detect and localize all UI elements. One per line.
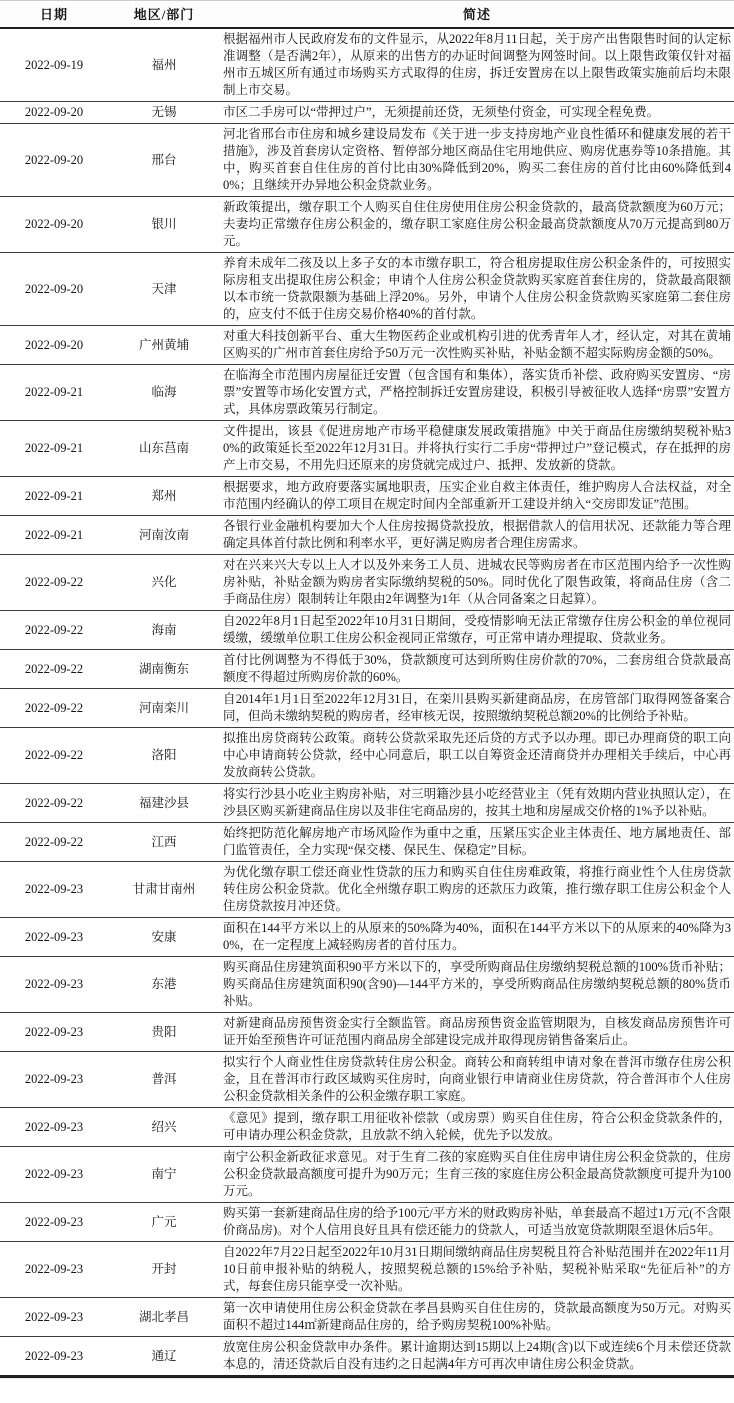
summary-cell: 文件提出，该县《促进房地产市场平稳健康发展政策措施》中关于商品住房缴纳契税补贴30%的政策延长至2022年12月31日。并将执行实行二手房“带押过户”登记模式，存在抵押的房产上市交易，不用先归还原来的房贷就完成过户、抵押、发放新的贷款。 — [220, 421, 734, 477]
date-cell: 2022-09-23 — [0, 862, 108, 918]
summary-cell: 根据要求，地方政府要落实属地职责，压实企业自救主体责任，维护购房人合法权益，对全市范围内经确认的停工项目在规定时间内全部重新开工建设并纳入“交房即发证”范围。 — [220, 477, 734, 516]
summary-cell: 对新建商品房预售资金实行全额监管。商品房预售资金监管期限为，自核发商品房预售许可证开始至预售许可证范围内商品房全部建设完成并取得现房销售备案后止。 — [220, 1013, 734, 1052]
summary-cell: 拟实行个人商业性住房贷款转住房公积金。商转公和商转组申请对象在普洱市缴存住房公积金，且在普洱市行政区域购买住房时，向商业银行申请商业住房贷款，符合普洱市个人住房公积金贷款相关条件的公积金缴存职工家庭。 — [220, 1052, 734, 1108]
date-cell: 2022-09-20 — [0, 102, 108, 124]
region-cell: 安康 — [108, 918, 220, 957]
summary-cell: 新政策提出，缴存职工个人购买自住住房使用住房公积金贷款的，最高贷款额度为60万元；夫妻均正常缴存住房公积金的，缴存职工家庭住房公积金最高贷款额度从70万元提高到80万元。 — [220, 197, 734, 253]
date-cell: 2022-09-23 — [0, 957, 108, 1013]
date-cell: 2022-09-22 — [0, 823, 108, 862]
table-row — [0, 1147, 734, 1203]
summary-cell: 第一次申请使用住房公积金贷款在孝昌县购买自住住房的，贷款最高额度为50万元。对购买面积不超过144㎡新建商品住房的，给予购房契税100%补贴。 — [220, 1298, 734, 1337]
date-cell: 2022-09-21 — [0, 477, 108, 516]
date-cell: 2022-09-22 — [0, 650, 108, 689]
region-cell: 南宁 — [108, 1147, 220, 1203]
region-cell: 普洱 — [108, 1052, 220, 1108]
date-cell: 2022-09-23 — [0, 1147, 108, 1203]
table-row — [0, 365, 734, 421]
table-row — [0, 1298, 734, 1337]
table-row — [0, 784, 734, 823]
date-cell: 2022-09-23 — [0, 1108, 108, 1147]
date-cell: 2022-09-22 — [0, 611, 108, 650]
region-cell: 贵阳 — [108, 1013, 220, 1052]
region-cell: 河南汝南 — [108, 516, 220, 555]
table-row — [0, 253, 734, 326]
table-row — [0, 957, 734, 1013]
table-row — [0, 1203, 734, 1242]
region-cell: 山东莒南 — [108, 421, 220, 477]
summary-cell: 河北省邢台市住房和城乡建设局发布《关于进一步支持房地产业良性循环和健康发展的若干措施》，涉及首套房认定资格、暂停部分地区商品住宅用地供应、购房优惠券等10条措施。其中，购买首套自住住房的首付比由30%降低到20%，购买二套住房的首付比由60%降低到40%；且继续开办异地公积金贷款业务。 — [220, 124, 734, 197]
table-body — [0, 28, 734, 1377]
table-row — [0, 1052, 734, 1108]
table-row — [0, 555, 734, 611]
summary-cell: 购买商品住房建筑面积90平方米以下的，享受所购商品住房缴纳契税总额的100%货币补贴；购买商品住房建筑面积90(含90)—144平方米的，享受所购商品住房缴纳契税总额的80%货币补贴。 — [220, 957, 734, 1013]
date-cell: 2022-09-20 — [0, 197, 108, 253]
region-cell: 江西 — [108, 823, 220, 862]
summary-cell: 放宽住房公积金贷款申办条件。累计逾期达到15期以上24期(含)以下或连续6个月未偿还贷款本息的，清还贷款后自没有违约之日起满4年方可再次申请住房公积金贷款。 — [220, 1337, 734, 1377]
region-cell: 海南 — [108, 611, 220, 650]
table-row — [0, 28, 734, 102]
summary-cell: 南宁公积金新政征求意见。对于生育二孩的家庭购买自住住房申请住房公积金贷款的，住房公积金贷款最高额度可提升为90万元；生育三孩的家庭住房公积金最高贷款额度可提升为100万元。 — [220, 1147, 734, 1203]
summary-cell: 各银行业金融机构要加大个人住房按揭贷款投放，根据借款人的信用状况、还款能力等合理确定具体首付款比例和利率水平，更好满足购房者合理住房需求。 — [220, 516, 734, 555]
date-cell: 2022-09-20 — [0, 253, 108, 326]
date-cell: 2022-09-23 — [0, 1298, 108, 1337]
date-cell: 2022-09-23 — [0, 1337, 108, 1377]
date-cell: 2022-09-20 — [0, 326, 108, 365]
date-cell: 2022-09-23 — [0, 1052, 108, 1108]
column-header-summary: 简述 — [220, 1, 734, 28]
summary-cell: 拟推出房贷商转公政策。商转公贷款采取先还后贷的方式予以办理。即已办理商贷的职工向中心申请商转公贷款，经中心同意后，职工以自筹资金还清商贷并办理相关手续后，中心再发放商转公贷款。 — [220, 728, 734, 784]
date-cell: 2022-09-21 — [0, 421, 108, 477]
summary-cell: 《意见》提到，缴存职工用征收补偿款（或房票）购买自住住房，符合公积金贷款条件的，可申请办理公积金贷款，且放款不纳入轮候，优先予以发放。 — [220, 1108, 734, 1147]
region-cell: 湖北孝昌 — [108, 1298, 220, 1337]
table-row — [0, 1337, 734, 1377]
summary-cell: 购买第一套新建商品住房的给予100元/平方米的财政购房补贴，单套最高不超过1万元(不含限价商品房)。对个人信用良好且具有偿还能力的贷款人，可适当放宽贷款期限至退休后5年。 — [220, 1203, 734, 1242]
summary-cell: 始终把防范化解房地产市场风险作为重中之重，压紧压实企业主体责任、地方属地责任、部门监管责任，全力实现“保交楼、保民生、保稳定”目标。 — [220, 823, 734, 862]
header-row — [0, 1, 734, 28]
date-cell: 2022-09-22 — [0, 555, 108, 611]
table-row — [0, 918, 734, 957]
summary-cell: 在临海全市范围内房屋征迁安置（包含国有和集体），落实货币补偿、政府购买安置房、“房票”安置等市场化安置方式，严格控制拆迁安置房建设，积极引导被征收人选择“房票”安置方式，具体房票政策另行制定。 — [220, 365, 734, 421]
region-cell: 洛阳 — [108, 728, 220, 784]
table-row — [0, 421, 734, 477]
summary-cell: 面积在144平方米以上的从原来的50%降为40%，面积在144平方米以下的从原来的40%降为30%，在一定程度上减轻购房者的首付压力。 — [220, 918, 734, 957]
table-row — [0, 611, 734, 650]
date-cell: 2022-09-23 — [0, 1203, 108, 1242]
summary-cell: 为优化缴存职工偿还商业性贷款的压力和购买自住住房难政策，将推行商业性个人住房贷款转住房公积金贷款。优化全州缴存职工购房的还款压力政策，推行缴存职工住房公积金个人住房贷款按月冲还贷。 — [220, 862, 734, 918]
table-row — [0, 477, 734, 516]
table-row — [0, 124, 734, 197]
region-cell: 临海 — [108, 365, 220, 421]
region-cell: 兴化 — [108, 555, 220, 611]
table-row — [0, 197, 734, 253]
date-cell: 2022-09-22 — [0, 784, 108, 823]
summary-cell: 市区二手房可以“带押过户”，无须提前还贷，无须垫付资金，可实现全程免费。 — [220, 102, 734, 124]
policy-table — [0, 1, 734, 1378]
table-row — [0, 823, 734, 862]
summary-cell: 将实行沙县小吃业主购房补贴，对三明籍沙县小吃经营业主（凭有效期内营业执照认定），在沙县区购买新建商品住房以及非住宅商品房的，按其土地和房屋成交价格的1%予以补贴。 — [220, 784, 734, 823]
summary-cell: 养育未成年二孩及以上多子女的本市缴存职工，符合租房提取住房公积金条件的，可按照实际房租支出提取住房公积金；申请个人住房公积金贷款购买家庭首套住房的，贷款最高限额以本市统一贷款限额为基础上浮20%。另外，申请个人住房公积金贷款购买家庭第二套住房的，应支付不低于住房交易价格40%的首付款。 — [220, 253, 734, 326]
date-cell: 2022-09-19 — [0, 28, 108, 102]
summary-cell: 对重大科技创新平台、重大生物医药企业或机构引进的优秀青年人才，经认定，对其在黄埔区购买的广州市首套住房给予50万元一次性购买补贴，补贴金额不超实际购房金额的50%。 — [220, 326, 734, 365]
region-cell: 东港 — [108, 957, 220, 1013]
summary-cell: 自2022年8月1日起至2022年10月31日期间，受疫情影响无法正常缴存住房公积金的单位视同缓缴，缓缴单位职工住房公积金视同正常缴存，可正常申请办理提取、贷款业务。 — [220, 611, 734, 650]
region-cell: 广元 — [108, 1203, 220, 1242]
date-cell: 2022-09-20 — [0, 124, 108, 197]
region-cell: 河南栾川 — [108, 689, 220, 728]
table-row — [0, 102, 734, 124]
table-row — [0, 689, 734, 728]
table-header — [0, 1, 734, 28]
region-cell: 通辽 — [108, 1337, 220, 1377]
table-row — [0, 728, 734, 784]
summary-cell: 自2022年7月22日起至2022年10月31日期间缴纳商品住房契税且符合补贴范围并在2022年11月10日前申报补贴的纳税人，按照契税总额的15%给予补贴，契税补贴采取“先征后补”的方式，每套住房只能享受一次补贴。 — [220, 1242, 734, 1298]
summary-cell: 根据福州市人民政府发布的文件显示，从2022年8月11日起，关于房产出售限售时间的认定标准调整（是否满2年），从原来的出售方的办证时间调整为网签时间。以上限售政策仅针对福州市五城区所有通过市场购买方式取得的住房，拆迁安置房在以上限售政策实施前后均未限制上市交易。 — [220, 28, 734, 102]
summary-cell: 自2014年1月1日至2022年12月31日，在栾川县购买新建商品房，在房管部门取得网签备案合同，但尚未缴纳契税的购房者，经审核无误，按照缴纳契税总额20%的比例给予补贴。 — [220, 689, 734, 728]
date-cell: 2022-09-21 — [0, 516, 108, 555]
region-cell: 绍兴 — [108, 1108, 220, 1147]
summary-cell: 首付比例调整为不得低于30%，贷款额度可达到所购住房价款的70%，二套房组合贷款最高额度不得超过所购房价款的60%。 — [220, 650, 734, 689]
table-row — [0, 1013, 734, 1052]
table-row — [0, 326, 734, 365]
region-cell: 福建沙县 — [108, 784, 220, 823]
region-cell: 邢台 — [108, 124, 220, 197]
summary-cell: 对在兴来兴大专以上人才以及外来务工人员、进城农民等购房者在市区范围内给予一次性购房补贴，补贴金额为购房者实际缴纳契税的50%。同时优化了限售政策，将商品住房（含二手商品住房）限制转让年限由2年调整为1年（从合同备案之日起算）。 — [220, 555, 734, 611]
date-cell: 2022-09-22 — [0, 728, 108, 784]
region-cell: 甘肃甘南州 — [108, 862, 220, 918]
table-row — [0, 862, 734, 918]
column-header-region: 地区/部门 — [108, 1, 220, 28]
region-cell: 广州黄埔 — [108, 326, 220, 365]
column-header-date: 日期 — [0, 1, 108, 28]
region-cell: 天津 — [108, 253, 220, 326]
date-cell: 2022-09-23 — [0, 1242, 108, 1298]
table-row — [0, 650, 734, 689]
region-cell: 开封 — [108, 1242, 220, 1298]
date-cell: 2022-09-23 — [0, 1013, 108, 1052]
table-row — [0, 1108, 734, 1147]
table-row — [0, 516, 734, 555]
region-cell: 郑州 — [108, 477, 220, 516]
date-cell: 2022-09-21 — [0, 365, 108, 421]
region-cell: 银川 — [108, 197, 220, 253]
region-cell: 无锡 — [108, 102, 220, 124]
region-cell: 福州 — [108, 28, 220, 102]
table-row — [0, 1242, 734, 1298]
date-cell: 2022-09-22 — [0, 689, 108, 728]
region-cell: 湖南衡东 — [108, 650, 220, 689]
date-cell: 2022-09-23 — [0, 918, 108, 957]
